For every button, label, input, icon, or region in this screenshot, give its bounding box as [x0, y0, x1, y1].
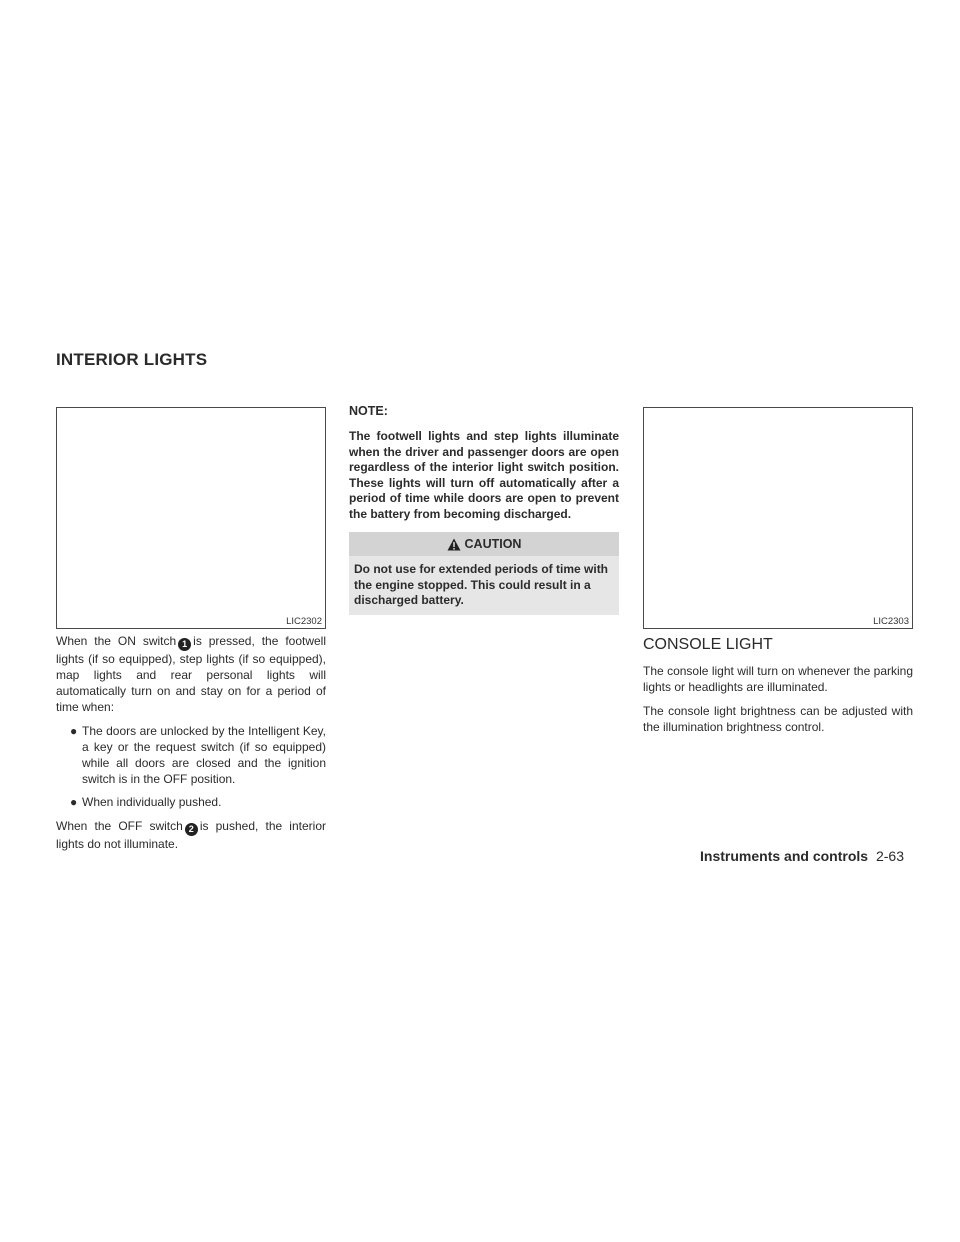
page-number: 2-63 [875, 848, 904, 864]
condition-list [56, 723, 326, 810]
page-footer [700, 848, 904, 864]
caution-heading: CAUTION [464, 537, 522, 551]
figure-label: LIC2302 [286, 616, 322, 627]
list-item: ● The doors are unlocked by the Intelligent Key, a key or the request switch (if so equipped) while all doors are closed and the ignition switch is in the OFF position. [70, 724, 326, 786]
circled-number-2: 2 [185, 823, 198, 836]
figure-console-light [643, 407, 913, 629]
warning-icon [447, 538, 461, 551]
footer-section-name: Instruments and controls [700, 848, 869, 864]
console-light-heading: CONSOLE LIGHT [643, 636, 773, 653]
middle-column [349, 403, 619, 615]
figure-interior-light-switch [56, 407, 326, 629]
caution-header [349, 532, 619, 556]
note-text: The footwell lights and step lights illuminate when the driver and passenger doors are open regardless of the interior light switch position. These lights will turn off automatically after a period of time while doors are open to prevent the battery from becoming discharged. [349, 429, 619, 521]
right-column [643, 635, 913, 743]
list-item: ● When individually pushed. [70, 795, 222, 809]
figure-label: LIC2303 [873, 616, 909, 627]
note-heading: NOTE: [349, 404, 388, 418]
caution-text: Do not use for extended periods of time with the engine stopped. This could result in a discharged battery. [354, 562, 609, 607]
bullet-icon: ● [70, 795, 78, 809]
bullet-icon: ● [70, 724, 78, 738]
off-switch-paragraph: When the OFF switch 2 is pushed, the interior lights do not illuminate. [56, 819, 326, 851]
left-column [56, 633, 326, 860]
on-switch-paragraph: When the ON switch 1 is pressed, the footwell lights (if so equipped), step lights (if so equipped), map lights and rear personal lights will automatically turn on and stay on for a period of time when: [56, 634, 326, 714]
console-light-paragraph-2: The console light brightness can be adjusted with the illumination brightness control. [643, 704, 913, 734]
console-light-paragraph-1: The console light will turn on whenever the parking lights or headlights are illuminated. [643, 664, 913, 694]
section-title: INTERIOR LIGHTS [56, 350, 208, 369]
caution-box [349, 532, 619, 615]
circled-number-1: 1 [178, 638, 191, 651]
